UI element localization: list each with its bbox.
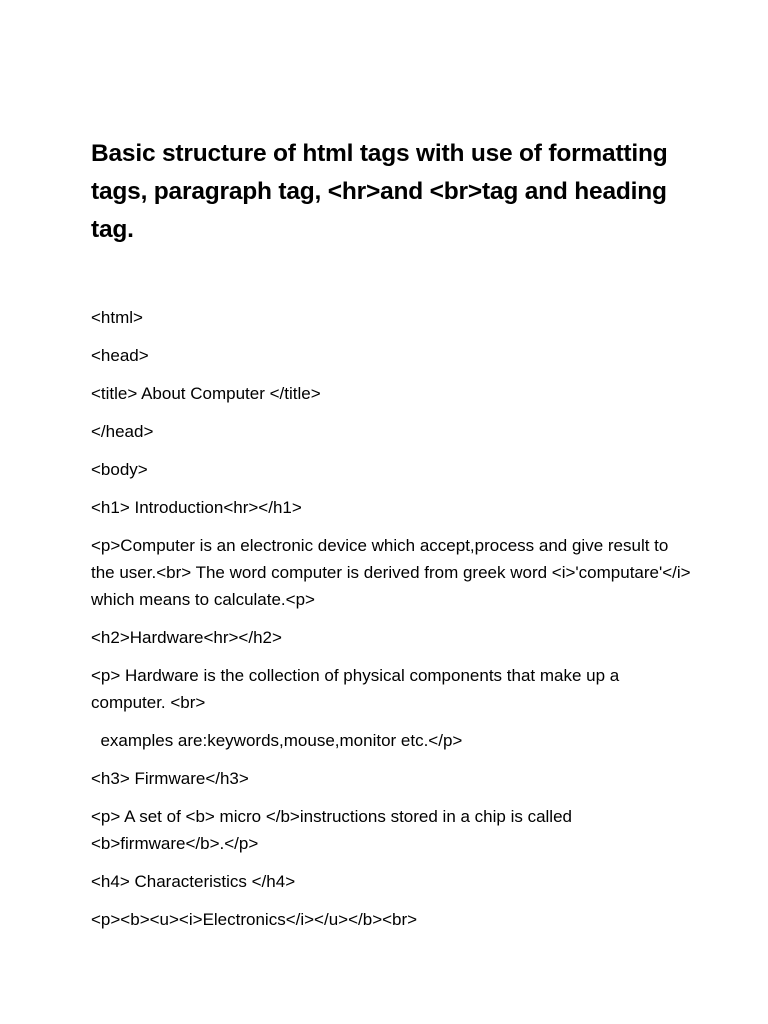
code-line-paragraph-firmware: <p> A set of <b> micro </b>instructions stored in a chip is called <b>firmware</b>.</p> — [91, 807, 577, 853]
code-line-paragraph-computer: <p>Computer is an electronic device which accept,process and give result to the user.<br> The word computer is derived from greek word <i>'computare'</i> which means to calculate.<p> — [91, 536, 696, 609]
document-title: Basic structure of html tags with use of formatting tags, paragraph tag, <hr>and <br>tag and heading tag. — [91, 140, 668, 243]
html-code-listing — [91, 304, 696, 933]
code-line-h4: <h4> Characteristics </h4> — [91, 872, 296, 891]
code-line-html-open: <html> — [91, 308, 143, 327]
code-line-body-open: <body> — [91, 460, 148, 479]
code-line-head-open: <head> — [91, 346, 149, 365]
code-line-paragraph-hardware: <p> Hardware is the collection of physical components that make up a computer. <br> — [91, 666, 624, 712]
code-line-paragraph-electronics: <p><b><u><i>Electronics</i></u></b><br> — [91, 910, 418, 929]
code-line-h3: <h3> Firmware</h3> — [91, 769, 249, 788]
code-line-title: <title> About Computer </title> — [91, 384, 321, 403]
code-line-h1: <h1> Introduction<hr></h1> — [91, 498, 302, 517]
code-line-examples: examples are:keywords,mouse,monitor etc.</p> — [91, 731, 463, 750]
code-line-h2: <h2>Hardware<hr></h2> — [91, 628, 282, 647]
code-line-head-close: </head> — [91, 422, 154, 441]
